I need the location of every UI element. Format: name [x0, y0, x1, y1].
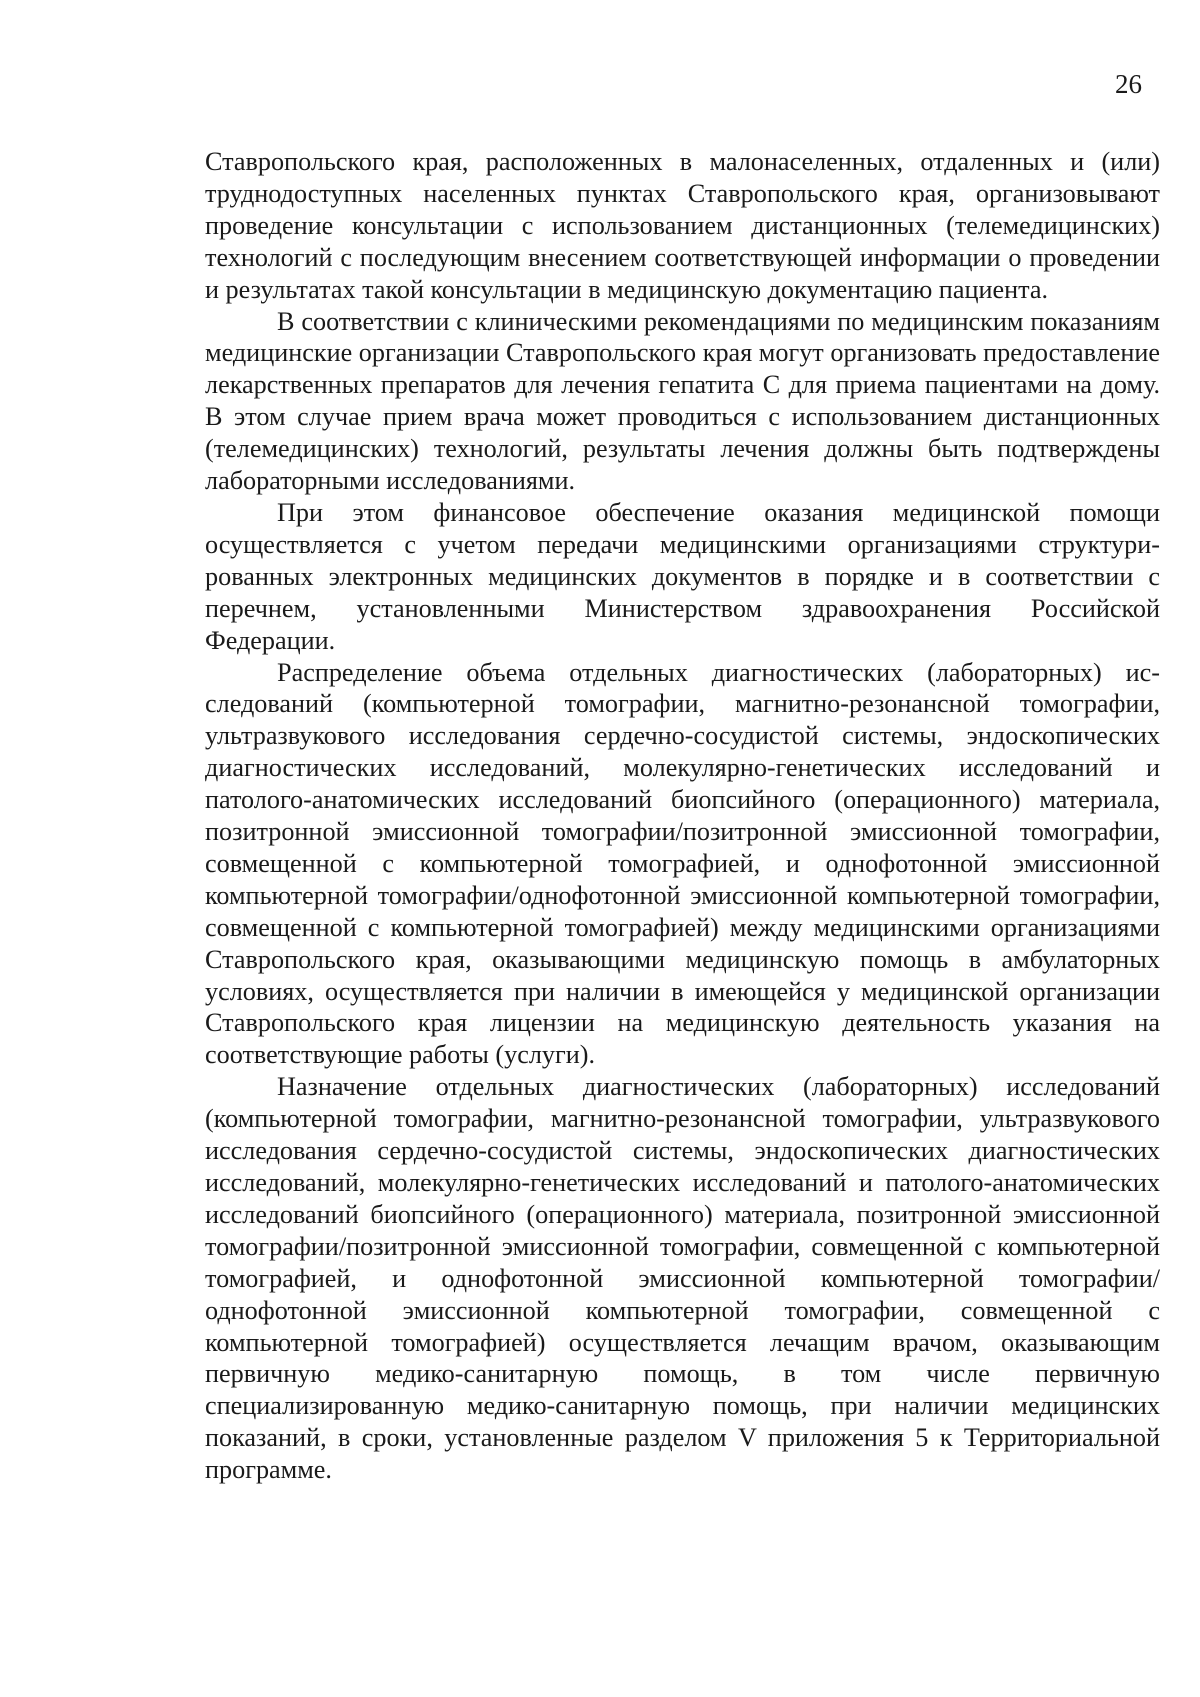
paragraph-diagnostic-volume-distribution: Распределение объема отдельных диагностических (лабораторных) исследований (компьютерной томографии, магнитно-резонансной томографии, ультразвукового исследования сердечно-сосудистой системы, эндоскопических диагностических исследований, молекулярно-генетических исследований и патолого-анатомических исследований биопсийного (операционного) материала, позитронной эмиссионной томографии/позитронной эмиссионной томографии, совмещенной с компьютерной томографией, и однофотонной эмиссионной компьютерной томографии/однофотонной эмиссионной компьютерной томографии, совмещенной с компьютерной томографией) между медицинскими организациями Ставропольского края, оказывающими медицинскую помощь в амбулаторных условиях, осуществляется при наличии в имеющейся у медицинской организации Ставропольского края лицензии на медицинскую деятельность указания на соответствующие работы (услуги).: [205, 657, 1160, 1070]
page-number: 26: [1115, 69, 1142, 99]
paragraph-financial-provision: При этом финансовое обеспечение оказания медицинской помощи осуществляется с учетом передачи медицинскими организациями структурированных электронных медицинских документов в порядке и в соответствии с перечнем, установленными Министерством здравоохранения Российской Федерации.: [205, 497, 1160, 655]
document-body: [205, 146, 1160, 1486]
paragraph-hepatitis-c-treatment: В соответствии с клиническими рекомендациями по медицинским показаниям медицинские организации Ставропольского края могут организовать предоставление лекарственных препаратов для лечения гепатита С для приема пациентами на дому. В этом случае прием врача может проводиться с использованием дистанционных (телемедицинских) технологий, результаты лечения должны быть подтверждены лабораторными исследованиями.: [205, 306, 1160, 496]
paragraph-continuation: Ставропольского края, расположенных в малонаселенных, отдаленных и (или) труднодоступных населенных пунктах Ставропольского края, организовывают проведение консультации с использованием дистанционных (телемедицинских) технологий с последующим внесением соответствующей информации о проведении и результатах такой консультации в медицинскую документацию пациента.: [205, 147, 1160, 304]
paragraph-diagnostic-prescription: Назначение отдельных диагностических (лабораторных) исследований (компьютерной томографии, магнитно-резонансной томографии, ультразвукового исследования сердечно-сосудистой системы, эндоскопических диагностических исследований, молекулярно-генетических исследований и патолого-анатомических исследований биопсийного (операционного) материала, позитронной эмиссионной томографии/позитронной эмиссионной томографии, совмещенной с компьютерной томографией, и однофотонной эмиссионной компьютерной томографии/однофотонной эмиссионной компьютерной томографии, совмещенной с компьютерной томографией) осуществляется лечащим врачом, оказывающим первичную медико-санитарную помощь, в том числе первичную специализированную медико-санитарную помощь, при наличии медицинских показаний, в сроки, установленные разделом V приложения 5 к Территориальной программе.: [205, 1072, 1160, 1485]
